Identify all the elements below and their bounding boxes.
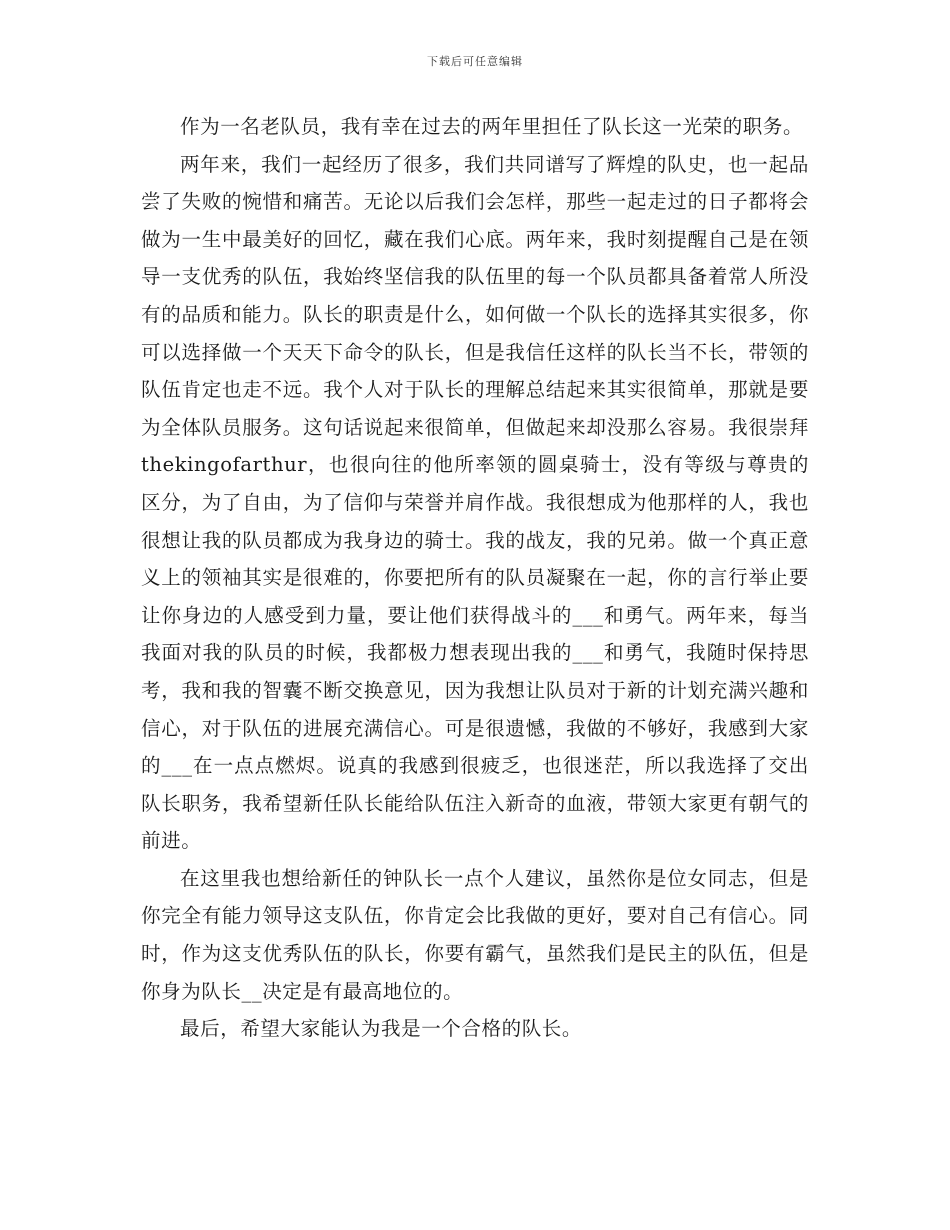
- paragraph-advice: 在这里我也想给新任的钟队长一点个人建议，虽然你是位女同志，但是你完全有能力领导这支队伍，你肯定会比我做的更好，要对自己有信心。同时，作为这支优秀队伍的队长，你要有霸气，虽然我们是民主的队伍，但是你身为队长__决定是有最高地位的。: [141, 866, 809, 1003]
- paragraph-intro: 作为一名老队员，我有幸在过去的两年里担任了队长这一光荣的职务。: [180, 115, 804, 138]
- paragraph-closing: 最后，希望大家能认为我是一个合格的队长。: [180, 1017, 583, 1041]
- page-header: 下载后可任意编辑: [427, 55, 523, 68]
- paragraph-two-years: 两年来，我们一起经历了很多，我们共同谱写了辉煌的队史，也一起品尝了失败的惋惜和痛苦。无论以后我们会怎样，那些一起走过的日子都将会做为一生中最美好的回忆，藏在我们心底。两年来，我时刻提醒自己是在领导一支优秀的队伍，我始终坚信我的队伍里的每一个队员都具备着常人所没有的品质和能力。队长的职责是什么，如何做一个队长的选择其实很多，你可以选择做一个天天下命令的队长，但是我信任这样的队长当不长，带领的队伍肯定也走不远。我个人对于队长的理解总结起来其实很简单，那就是要为全体队员服务。这句话说起来很简单，但做起来却没那么容易。我很崇拜 thekingofarthur，也很向往的他所率领的圆桌骑士，没有等级与尊贵的区分，为了自由，为了信仰与荣誉并肩作战。我很想成为他那样的人，我也很想让我的队员都成为我身边的骑士。我的战友，我的兄弟。做一个真正意义上的领袖其实是很难的，你要把所有的队员凝聚在一起，你的言行举止要让你身边的人感受到力量，要让他们获得战斗的___和勇气。两年来，每当我面对我的队员的时候，我都极力想表现出我的___和勇气，我随时保持思考，我和我的智囊不断交换意见，因为我想让队员对于新的计划充满兴趣和信心，对于队伍的进展充满信心。可是很遗憾，我做的不够好，我感到大家的___在一点点燃烬。说真的我感到很疲乏，也很迷茫，所以我选择了交出队长职务，我希望新任队长能给队伍注入新奇的血液，带领大家更有朝气的前进。: [141, 152, 809, 853]
- document-body: [141, 108, 809, 1048]
